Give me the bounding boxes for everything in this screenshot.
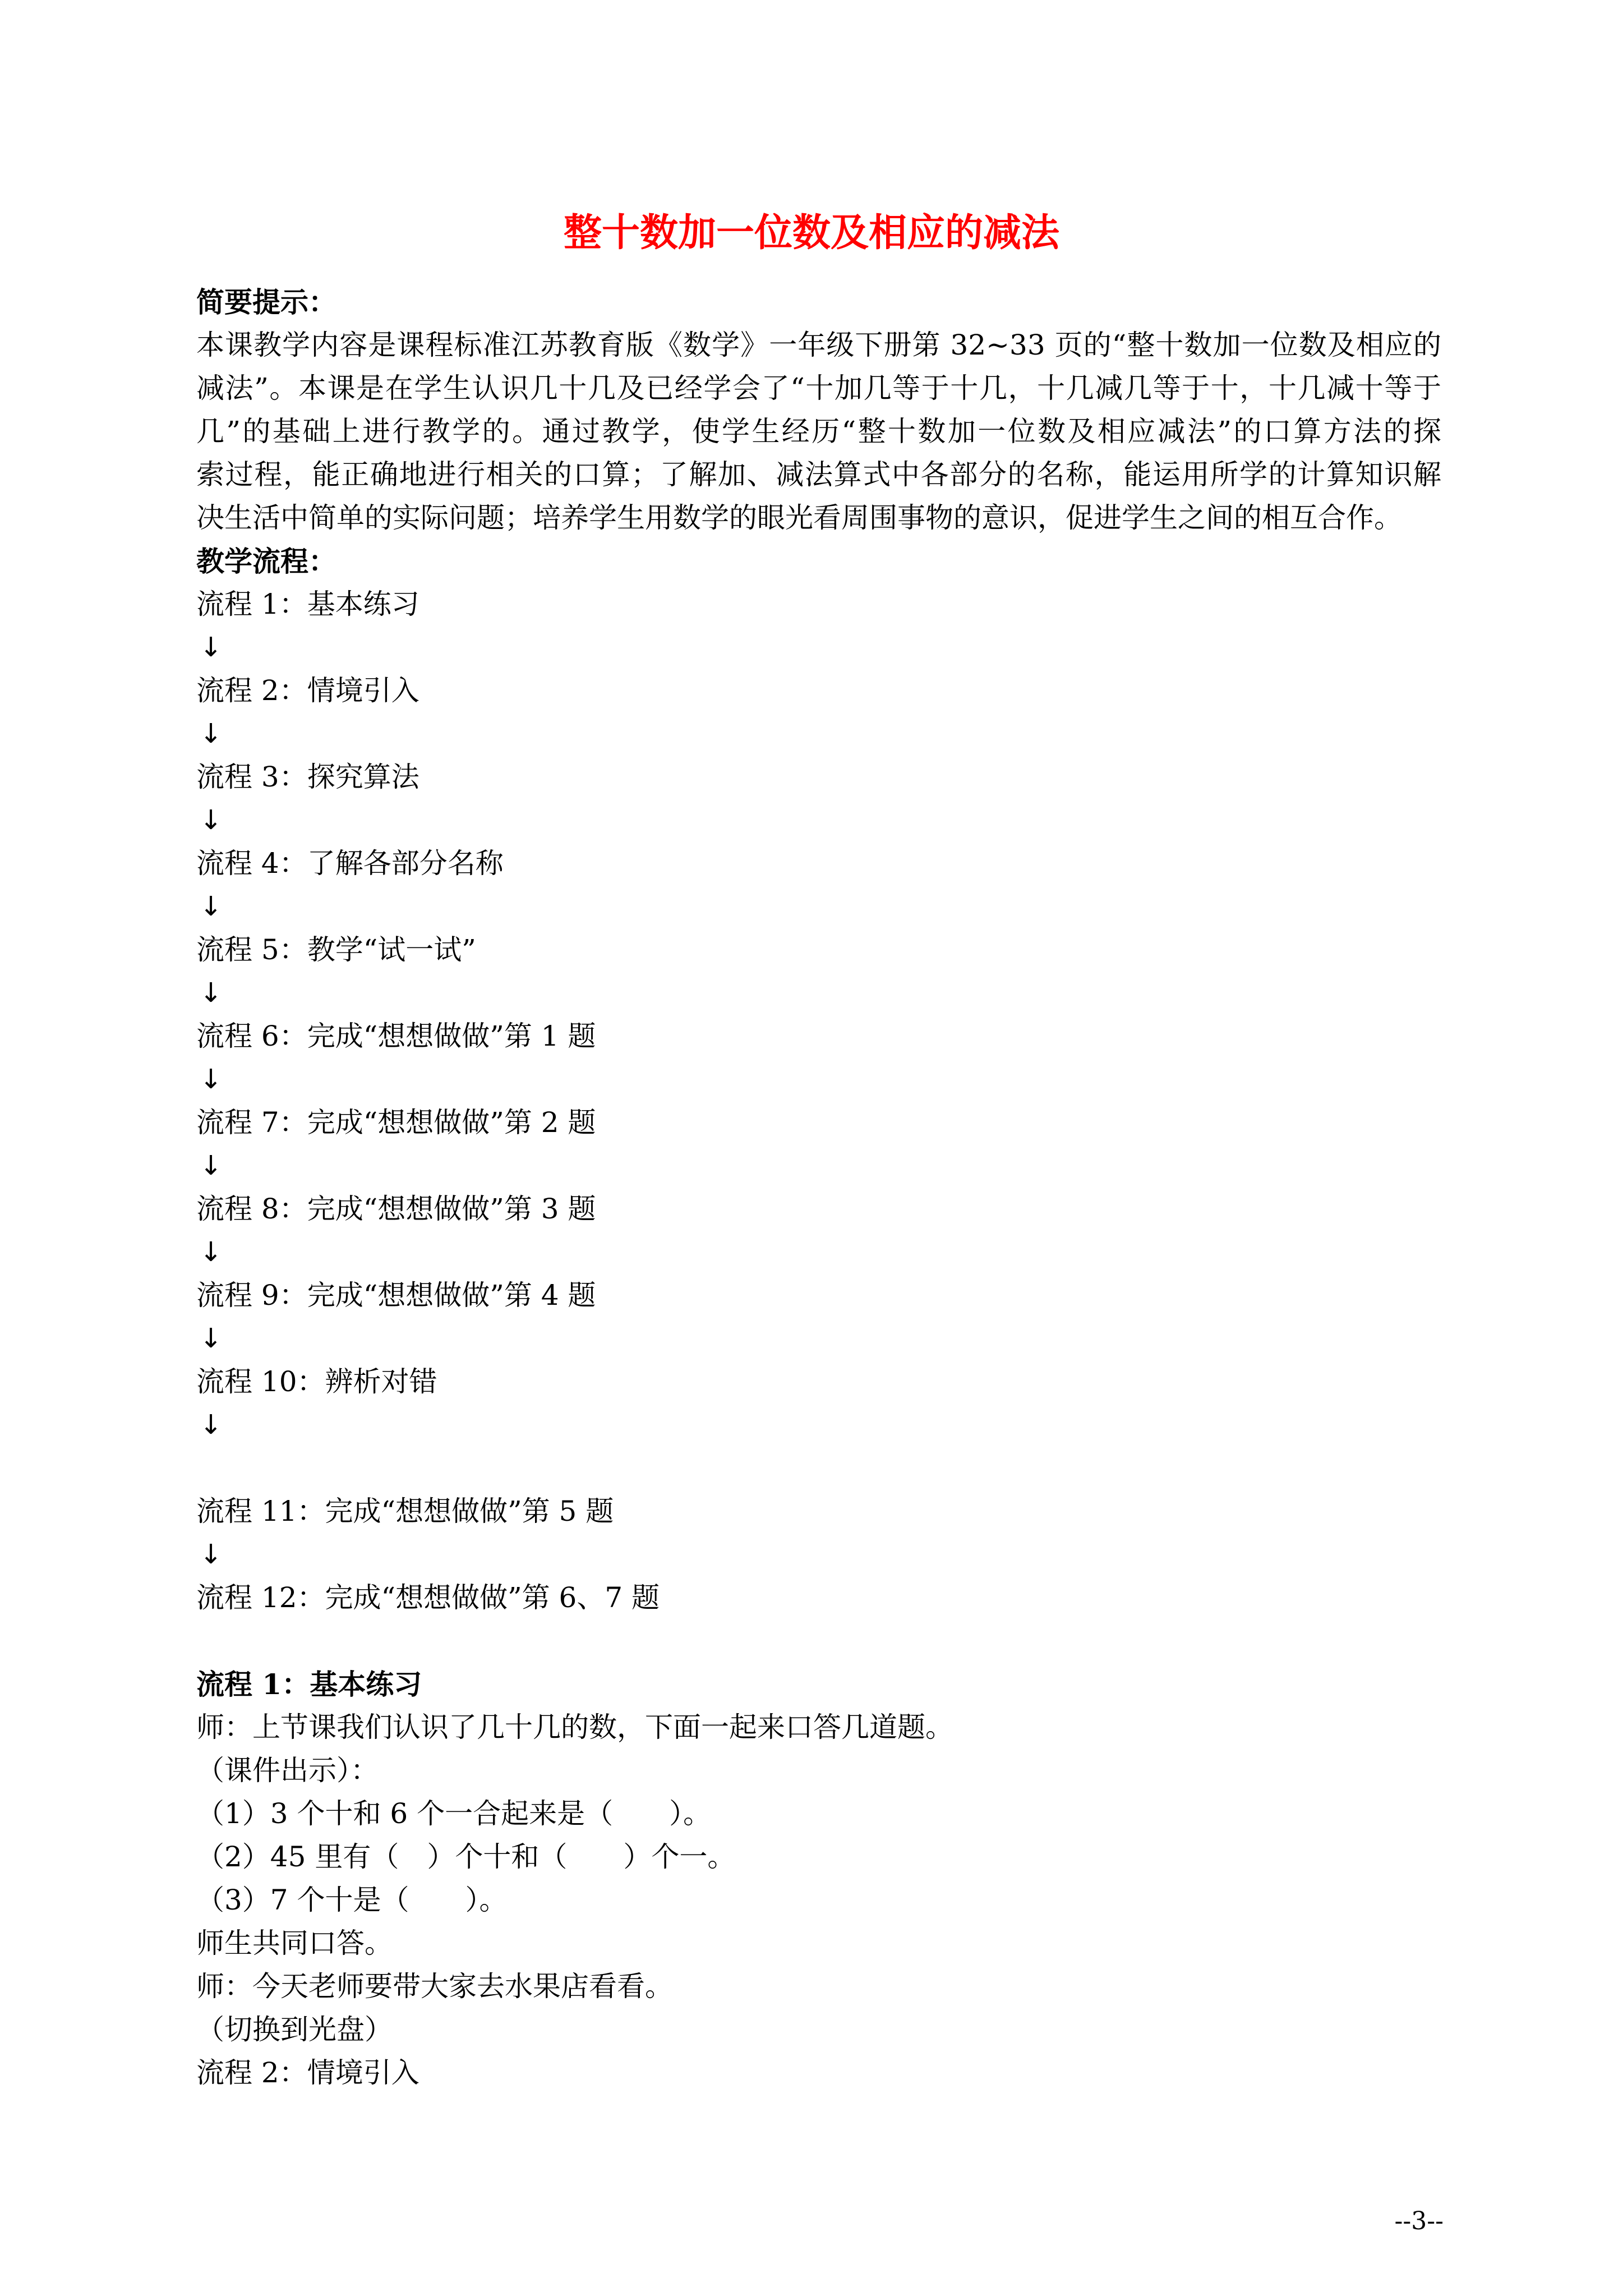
- flow-item: 流程 9：完成“想想做做”第 4 题: [196, 1279, 596, 1312]
- down-arrow-icon: ↓: [200, 1539, 223, 1570]
- down-arrow-icon: ↓: [200, 977, 223, 1009]
- flow-item: 流程 6：完成“想想做做”第 1 题: [196, 1020, 596, 1052]
- flow-item: 流程 7：完成“想想做做”第 2 题: [196, 1106, 596, 1139]
- flow-item: 流程 2：情境引入: [196, 674, 419, 707]
- section1-body: [196, 1706, 1441, 2095]
- section1-line: 流程 2：情境引入: [196, 2056, 419, 2089]
- flow-item: 流程 11：完成“想想做做”第 5 题: [196, 1495, 614, 1527]
- flow-item: 流程 3：探究算法: [196, 761, 419, 793]
- flow-heading: 教学流程：: [196, 545, 336, 578]
- summary-line: 决生活中简单的实际问题；培养学生用数学的眼光看周围事物的意识，促进学生之间的相互合作。: [196, 501, 1402, 534]
- summary-line: 本课教学内容是课程标准江苏教育版《数学》一年级下册第 32~33 页的“整十数加一位数及相应的: [196, 329, 1441, 361]
- section1-line: 师：今天老师要带大家去水果店看看。: [196, 1970, 673, 2003]
- section1-line: （切换到光盘）: [196, 2013, 393, 2046]
- down-arrow-icon: ↓: [200, 1323, 223, 1354]
- section1-heading: 流程 1：基本练习: [196, 1668, 422, 1701]
- summary-line: 索过程，能正确地进行相关的口算；了解加、减法算式中各部分的名称，能运用所学的计算知识解: [196, 458, 1441, 491]
- section1-line: （课件出示）：: [196, 1754, 379, 1787]
- section1-line: （2）45 里有（ ）个十和（ ）个一。: [196, 1841, 736, 1873]
- down-arrow-icon: ↓: [200, 1150, 223, 1181]
- flow-item: 流程 5：教学“试一试”: [196, 933, 476, 966]
- down-arrow-icon: ↓: [200, 718, 223, 749]
- down-arrow-icon: ↓: [200, 1236, 223, 1268]
- spacer: [196, 1619, 1441, 1663]
- summary-line: 减法”。本课是在学生认识几十几及已经学会了“十加几等于十几，十几减几等于十，十几减十等于: [196, 372, 1441, 404]
- down-arrow-icon: ↓: [200, 1064, 223, 1095]
- section1-line: 师：上节课我们认识了几十几的数，下面一起来口答几道题。: [196, 1711, 953, 1743]
- summary-line: 几”的基础上进行教学的。通过教学，使学生经历“整十数加一位数及相应减法”的口算方法的探: [196, 415, 1441, 448]
- flow-item: 流程 1：基本练习: [196, 588, 419, 620]
- flow-item: 流程 8：完成“想想做做”第 3 题: [196, 1193, 596, 1225]
- down-arrow-icon: ↓: [200, 804, 223, 836]
- summary-paragraph: [196, 324, 1441, 540]
- page-number: --3--: [1394, 2207, 1444, 2235]
- section1-line: 师生共同口答。: [196, 1927, 393, 1959]
- section1-line: （1）3 个十和 6 个一合起来是（ ）。: [196, 1797, 712, 1830]
- section1-line: （3）7 个十是（ ）。: [196, 1884, 508, 1916]
- down-arrow-icon: ↓: [200, 891, 223, 922]
- down-arrow-icon: ↓: [200, 1409, 223, 1441]
- document-body: [196, 280, 1441, 2095]
- flow-item: 流程 12：完成“想想做做”第 6、7 题: [196, 1581, 660, 1614]
- summary-heading: 简要提示：: [196, 286, 336, 319]
- document-title: 整十数加一位数及相应的减法: [563, 210, 1059, 255]
- flow-list: [196, 583, 1441, 1619]
- flow-item: 流程 10：辨析对错: [196, 1365, 437, 1398]
- down-arrow-icon: ↓: [200, 632, 223, 663]
- flow-item: 流程 4：了解各部分名称: [196, 847, 504, 880]
- spacer: [196, 1447, 1441, 1490]
